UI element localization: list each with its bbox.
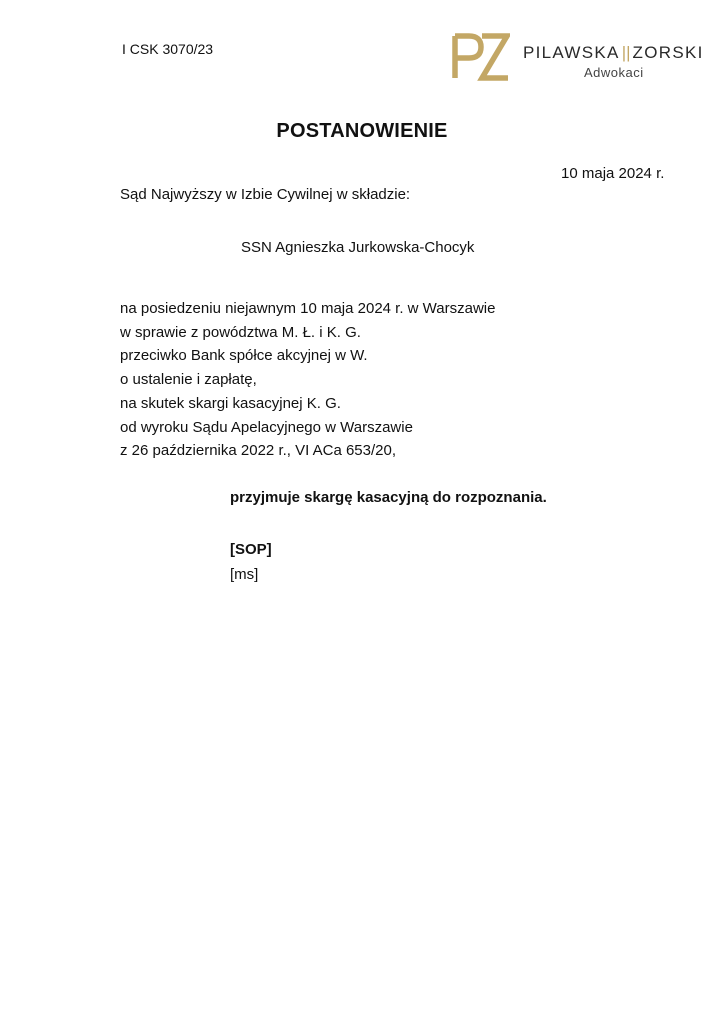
document-title: POSTANOWIENIE — [276, 120, 448, 142]
court-composition: Sąd Najwyższy w Izbie Cywilnej w składzie: — [120, 186, 411, 203]
firm-subtitle: Adwokaci — [584, 65, 644, 80]
firm-name-separator: || — [621, 43, 631, 62]
case-detail-line: na posiedzeniu niejawnym 10 maja 2024 r. w Warszawie — [120, 300, 496, 317]
case-number: I CSK 3070/23 — [122, 41, 214, 57]
case-detail-line: od wyroku Sądu Apelacyjnego w Warszawie — [120, 418, 413, 436]
case-detail-line: w sprawie z powództwa M. Ł. i K. G. — [120, 323, 361, 341]
firm-name — [523, 43, 704, 63]
firm-name-right: ZORSKI — [632, 43, 704, 62]
firm-logo — [452, 33, 702, 83]
case-details — [120, 297, 495, 463]
case-detail-line: z 26 października 2022 r., VI ACa 653/20, — [120, 442, 397, 460]
document-date: 10 maja 2024 r. — [561, 165, 665, 182]
sop-marker: [SOP] — [230, 541, 272, 558]
pz-monogram-logo — [452, 33, 510, 81]
firm-name-left: PILAWSKA — [523, 43, 620, 62]
case-detail-line: o ustalenie i zapłatę, — [120, 371, 257, 389]
ms-marker: [ms] — [230, 566, 259, 583]
judge-name: SSN Agnieszka Jurkowska-Chocyk — [241, 239, 475, 256]
case-detail-line: na skutek skargi kasacyjnej K. G. — [120, 394, 341, 412]
case-detail-line: przeciwko Bank spółce akcyjnej w W. — [120, 347, 368, 365]
ruling-text: przyjmuje skargę kasacyjną do rozpoznania. — [230, 489, 547, 506]
